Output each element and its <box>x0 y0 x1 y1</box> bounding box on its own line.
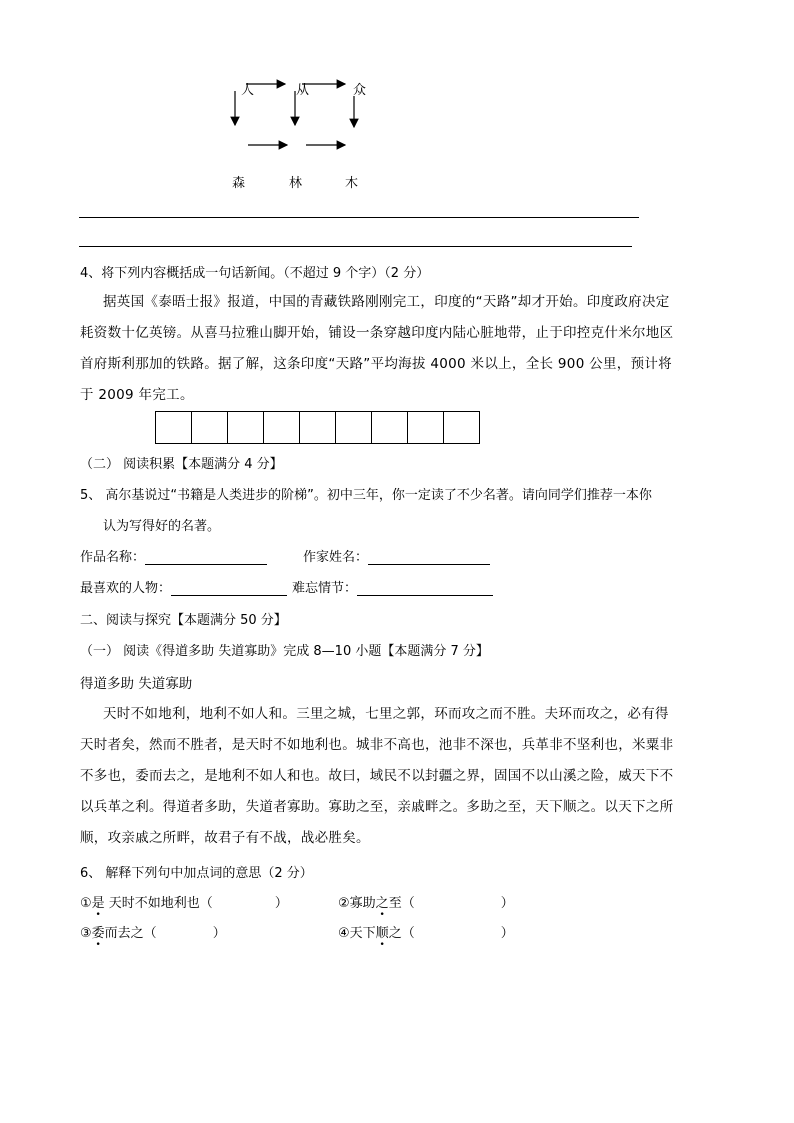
work-name-blank[interactable] <box>145 550 267 565</box>
section2-subtitle: （一） 阅读《得道多助 失道寡助》完成 8—10 小题【本题满分 7 分】 <box>80 644 489 659</box>
q6-item-1: ①是 天时不如地利也（ ） <box>80 896 288 911</box>
dotted-char: 之 <box>375 896 389 911</box>
answer-box[interactable] <box>443 411 480 444</box>
q4-passage: 据英国《泰晤士报》报道，中国的青藏铁路刚刚完工，印度的“天路”却才开始。印度政府决定耗资数十亿英镑。从喜马拉雅山脚开始，铺设一条穿越印度内陆心脏地带，止于印控克什米尔地区首府斯利那加的铁路。据了解，这条印度“天路”平均海拔 4000 米以上，全长 900 公里，预计将于 2009 年完工。 <box>80 294 674 403</box>
section-reading-accum: （二） 阅读积累【本题满分 4 分】 <box>80 457 283 472</box>
memorable-plot-blank[interactable] <box>357 581 493 596</box>
answer-line[interactable] <box>79 217 639 218</box>
memorable-plot-label: 难忘情节： <box>292 581 358 596</box>
dotted-char: 顺 <box>375 926 389 941</box>
diagram-char-mu: 木 <box>345 176 359 191</box>
text-title: 得道多助 失道寡助 <box>80 676 193 692</box>
q5-line2: 认为写得好的名著。 <box>103 519 221 534</box>
answer-box[interactable] <box>299 411 336 444</box>
diagram-char-cong: 从 <box>296 83 310 98</box>
answer-box[interactable] <box>407 411 444 444</box>
author-label: 作家姓名： <box>303 550 369 565</box>
section2-title: 二、阅读与探究【本题满分 50 分】 <box>80 613 287 628</box>
answer-box[interactable] <box>191 411 228 444</box>
diagram-char-zhong: 众 <box>353 83 367 98</box>
author-field <box>303 546 490 565</box>
answer-line[interactable] <box>79 246 632 247</box>
answer-box[interactable] <box>335 411 372 444</box>
fav-character-field <box>80 577 287 596</box>
answer-box[interactable] <box>155 411 192 444</box>
dotted-char: 委 <box>91 926 105 941</box>
fav-character-label: 最喜欢的人物： <box>80 581 172 596</box>
diagram-arrows <box>0 0 794 200</box>
answer-box[interactable] <box>371 411 408 444</box>
answer-box[interactable] <box>263 411 300 444</box>
q4-prompt: 4、将下列内容概括成一句话新闻。（不超过 9 个字）（2 分） <box>80 266 430 281</box>
q6-prompt: 6、 解释下列句中加点词的意思（2 分） <box>80 866 313 881</box>
q5-line1: 5、 高尔基说过“书籍是人类进步的阶梯”。初中三年，你一定读了不少名著。请向同学们推荐一本你 <box>80 488 652 503</box>
classical-text: 天时不如地利，地利不如人和。三里之城，七里之郭，环而攻之而不胜。夫环而攻之，必有得天时者矣，然而不胜者，是天时不如地利也。城非不高也，池非不深也，兵革非不坚利也，米粟非不多也，委而去之，是地利不如人和也。故曰，域民不以封疆之界，固国不以山溪之险，威天下不以兵革之利。得道者多助，失道者寡助。寡助之至，亲戚畔之。多助之至，天下顺之。以天下之所顺，攻亲戚之所畔，故君子有不战，战必胜矣。 <box>80 706 674 846</box>
author-blank[interactable] <box>368 550 490 565</box>
q6-item-2: ②寡助之至（ ） <box>338 896 514 911</box>
q6-item-3: ③委而去之（ ） <box>80 926 226 941</box>
answer-box[interactable] <box>227 411 264 444</box>
fav-character-blank[interactable] <box>171 581 287 596</box>
work-name-label: 作品名称： <box>80 550 146 565</box>
dotted-char: 是 <box>91 896 105 911</box>
memorable-plot-field <box>292 577 493 596</box>
diagram-char-lin: 林 <box>289 176 303 191</box>
diagram-char-ren: 人 <box>241 83 255 98</box>
work-name-field <box>80 546 267 565</box>
q4-answer-boxes[interactable] <box>156 411 480 444</box>
diagram-char-sen: 森 <box>232 176 246 191</box>
q6-item-4: ④天下顺之（ ） <box>338 926 514 941</box>
